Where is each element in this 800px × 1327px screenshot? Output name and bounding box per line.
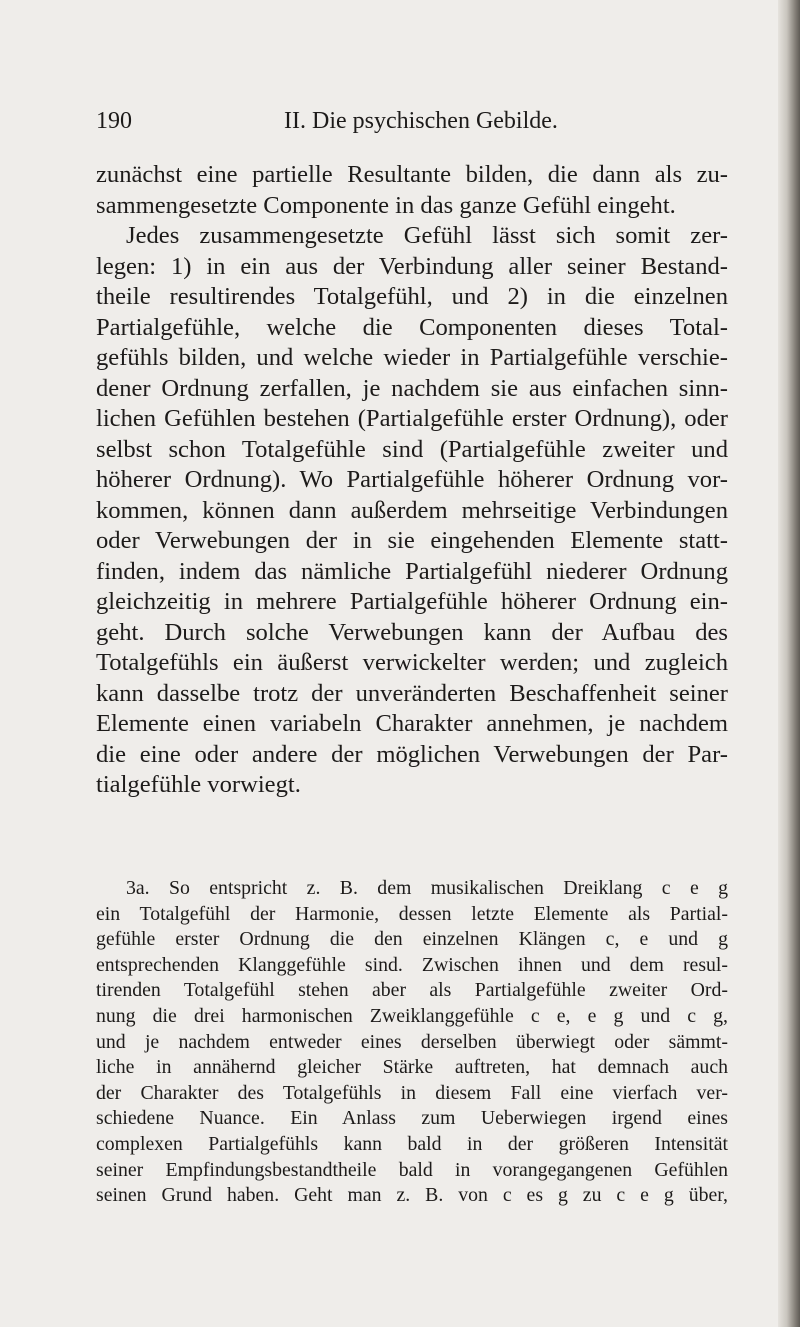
main-line: kann dasselbe trotz der unveränderten Beschaffenheit seiner xyxy=(96,679,728,707)
main-line: gefühls bilden, und welche wieder in Partialgefühle verschie- xyxy=(96,344,728,371)
main-line: lichen Gefühlen bestehen (Partialgefühle erster Ordnung), oder xyxy=(96,405,728,432)
note-line: schiedene Nuance. Ein Anlass zum Ueberwiegen irgend eines xyxy=(96,1107,728,1130)
main-line: Jedes zusammengesetzte Gefühl lässt sich somit zer- xyxy=(126,222,728,249)
main-line: geht. Durch solche Verwebungen kann der Aufbau des xyxy=(96,618,728,646)
page-edge-shadow xyxy=(778,0,800,1327)
main-line: Partialgefühle, welche die Componenten dieses Total- xyxy=(96,313,728,341)
main-line: sammengesetzte Componente in das ganze Gefühl eingeht. xyxy=(96,191,676,219)
note-line: ein Totalgefühl der Harmonie, dessen letzte Elemente als Partial- xyxy=(96,902,728,925)
main-line: oder Verwebungen der in sie eingehenden Elemente statt- xyxy=(96,527,728,554)
main-line: kommen, können dann außerdem mehrseitige Verbindungen xyxy=(96,496,728,524)
main-line: selbst schon Totalgefühle sind (Partialgefühle zweiter und xyxy=(96,435,728,463)
note-paragraph xyxy=(96,876,728,1209)
main-paragraphs xyxy=(96,160,728,801)
main-line: zunächst eine partielle Resultante bilden, die dann als zu- xyxy=(96,161,728,188)
main-line: dener Ordnung zerfallen, je nachdem sie aus einfachen sinn- xyxy=(96,374,728,402)
main-line: finden, indem das nämliche Partialgefühl niederer Ordnung xyxy=(96,557,728,585)
running-head: II. Die psychischen Gebilde. xyxy=(284,108,558,134)
main-line: höherer Ordnung). Wo Partialgefühle höherer Ordnung vor- xyxy=(96,466,728,493)
main-line: Elemente einen variabeln Charakter annehmen, je nachdem xyxy=(96,710,728,737)
note-line: tirenden Totalgefühl stehen aber als Partialgefühle zweiter Ord- xyxy=(96,979,728,1002)
page-header xyxy=(96,108,736,138)
note-line: complexen Partialgefühls kann bald in der größeren Intensität xyxy=(96,1132,728,1155)
main-line: legen: 1) in ein aus der Verbindung aller seiner Bestand- xyxy=(96,252,728,280)
note-line: und je nachdem entweder eines derselben überwiegt oder sämmt- xyxy=(96,1030,728,1053)
note-line: liche in annähernd gleicher Stärke auftreten, hat demnach auch xyxy=(96,1056,728,1079)
note-line: entsprechenden Klanggefühle sind. Zwischen ihnen und dem resul- xyxy=(96,953,728,976)
main-line: tialgefühle vorwiegt. xyxy=(96,771,301,798)
main-line: die eine oder andere der möglichen Verwebungen der Par- xyxy=(96,740,728,768)
note-line: seiner Empfindungsbestandtheile bald in vorangegangenen Gefühlen xyxy=(96,1158,728,1181)
note-line: seinen Grund haben. Geht man z. B. von c es g zu c e g über, xyxy=(96,1184,728,1207)
page-number: 190 xyxy=(96,108,132,134)
note-line: der Charakter des Totalgefühls in diesem Fall eine vierfach ver- xyxy=(96,1081,728,1104)
main-line: theile resultirendes Totalgefühl, und 2) in die einzelnen xyxy=(96,283,728,310)
note-line: nung die drei harmonischen Zweiklanggefühle c e, e g und c g, xyxy=(96,1004,728,1027)
note-line: 3a. So entspricht z. B. dem musikalischen Dreiklang c e g xyxy=(126,877,728,899)
main-line: Totalgefühls ein äußerst verwickelter werden; und zugleich xyxy=(96,649,728,676)
note-line: gefühle erster Ordnung die den einzelnen Klängen c, e und g xyxy=(96,928,728,951)
main-line: gleichzeitig in mehrere Partialgefühle höherer Ordnung ein- xyxy=(96,588,728,615)
